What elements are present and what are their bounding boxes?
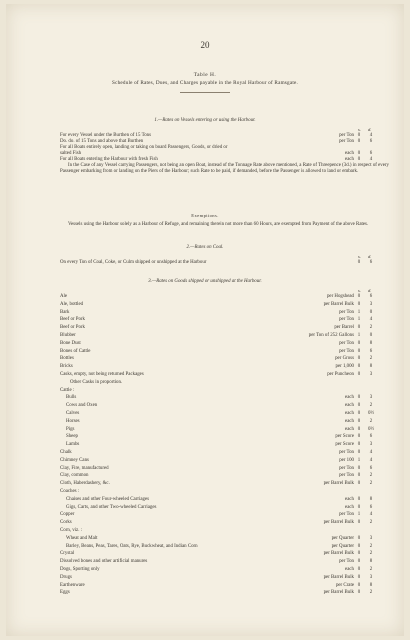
- row-shillings: 0: [357, 496, 361, 502]
- row-shillings: 0: [357, 567, 361, 572]
- section1-d-header: d.: [368, 127, 372, 132]
- row-label: For every Vessel under the Burthen of 15 Tons: [60, 133, 152, 138]
- row-unit: per Ton: [339, 465, 354, 471]
- row-shillings: 0: [357, 418, 361, 424]
- goods-row: [60, 380, 390, 386]
- goods-row: [60, 419, 390, 425]
- row-shillings: 1: [357, 457, 361, 463]
- goods-row: [60, 333, 390, 339]
- row-pence: 4: [369, 317, 373, 323]
- row-label: Corn, viz. :: [60, 528, 83, 533]
- goods-row: [60, 395, 390, 401]
- goods-row: [60, 567, 390, 573]
- row-unit: per Ton: [339, 348, 354, 354]
- row-unit: each: [345, 411, 354, 416]
- row-shillings: 0: [357, 133, 361, 138]
- row-shillings: 0: [357, 551, 361, 557]
- row-label: Wheat and Malt: [66, 535, 98, 541]
- goods-row: [60, 388, 390, 394]
- row-label: Bark: [60, 309, 70, 315]
- row-pence: 3: [369, 372, 373, 377]
- row-unit: per Ton: [339, 309, 354, 315]
- row-unit: each: [345, 504, 354, 510]
- row-shillings: 0: [357, 426, 361, 432]
- row-label: Bottles: [60, 356, 74, 362]
- row-pence: 2: [369, 543, 373, 549]
- row-unit: per Barrel Bulk: [323, 574, 354, 580]
- table-label: Table H.: [193, 72, 217, 78]
- row-unit: per Ton of 252 Gallons: [308, 333, 354, 338]
- goods-row: [60, 512, 390, 518]
- row-pence: 2: [369, 356, 373, 362]
- row-pence: 3: [369, 395, 373, 401]
- goods-row: [60, 466, 390, 472]
- goods-row: [60, 341, 390, 347]
- row-shillings: 0: [357, 260, 361, 265]
- row-shillings: 0: [357, 535, 361, 541]
- row-shillings: 0: [357, 157, 361, 162]
- row-label: Casks, empty, not being returned Packages: [60, 372, 144, 377]
- row-label: Chalk: [60, 450, 72, 455]
- row-shillings: 0: [357, 465, 361, 471]
- row-pence: 3: [369, 574, 373, 580]
- row-unit: per Puncheon: [327, 372, 354, 377]
- goods-row: [60, 497, 390, 503]
- row-pence: 2: [369, 418, 373, 424]
- row-unit: per Barrel Bulk: [323, 481, 354, 487]
- row-pence: 6: [369, 294, 373, 299]
- row-label: Corks: [60, 520, 72, 526]
- goods-row: [60, 583, 390, 589]
- section2-s-header: s.: [358, 254, 361, 259]
- row-label: Cows and Oxen: [66, 403, 98, 409]
- goods-row: [60, 520, 390, 526]
- goods-row: [60, 551, 390, 557]
- row-label: Bulls: [66, 395, 77, 401]
- row-label: Drugs: [60, 574, 72, 580]
- row-label: Horses: [66, 418, 80, 424]
- row-shillings: 0: [357, 434, 361, 440]
- row-unit: per Crate: [335, 582, 354, 588]
- row-label: salted Fish: [60, 151, 82, 156]
- row-unit: each: [345, 567, 354, 572]
- passenger-paragraph: In the Case of any Vessel carrying Passengers, not being an open Boat, instead of the Tonnage Rate above mentioned, a Rate of Threepence (3d.) in respect of every Passenger embarking from or landing on the Piers of the Harbour; such Rate to be paid, if demanded, before the Passenger is allowed to land or embark.: [60, 163, 389, 174]
- row-pence: 4: [369, 157, 373, 162]
- goods-row: [60, 473, 390, 479]
- row-shillings: 0: [357, 543, 361, 549]
- row-label: Sheep: [66, 434, 78, 440]
- row-pence: 6: [369, 434, 373, 440]
- row-unit: each: [345, 403, 354, 409]
- goods-row: [60, 458, 390, 464]
- row-unit: per Ton: [339, 340, 354, 346]
- row-label: Eggs: [60, 590, 70, 596]
- row-shillings: 0: [357, 356, 361, 362]
- exemptions-text: Vessels using the Harbour solely as a Harbour of Refuge, and remaining therein not more than 60 Hours, are exempted from Payment of the above Rates.: [68, 222, 369, 227]
- row-pence: 0½: [367, 426, 375, 432]
- row-shillings: 0: [357, 559, 361, 565]
- row-shillings: 0: [357, 403, 361, 409]
- row-unit: per Barrel Bulk: [323, 551, 354, 557]
- row-pence: 2: [369, 567, 373, 572]
- goods-row: [60, 489, 390, 495]
- row-unit: per Quarter: [331, 543, 354, 549]
- row-shillings: 0: [357, 590, 361, 596]
- row-shillings: 0: [357, 473, 361, 479]
- row-pence: 4: [369, 450, 373, 455]
- row-pence: 6: [369, 348, 373, 354]
- row-shillings: 0: [357, 301, 361, 307]
- goods-row: [60, 505, 390, 511]
- row-label: Beef or Pork: [60, 325, 85, 331]
- row-unit: per Ton: [339, 133, 354, 138]
- row-unit: per Ton: [339, 317, 354, 323]
- row-shillings: 1: [357, 309, 361, 315]
- row-shillings: 0: [357, 450, 361, 455]
- goods-row: [60, 411, 390, 417]
- section1-s-header: s.: [358, 127, 361, 132]
- row-shillings: 0: [357, 364, 361, 370]
- page-number: 20: [200, 40, 210, 50]
- row-shillings: 0: [357, 139, 361, 144]
- row-unit: each: [345, 157, 354, 162]
- row-label: Dissolved bones and other artificial manures: [60, 559, 148, 565]
- row-pence: 3: [369, 301, 373, 307]
- row-shillings: 0: [357, 395, 361, 401]
- row-pence: 2: [369, 520, 373, 526]
- row-label: Other Casks in proportion.: [70, 379, 123, 385]
- row-label: Coaches :: [60, 489, 80, 494]
- row-unit: per Hogshead: [326, 294, 354, 299]
- row-pence: 0: [369, 309, 373, 315]
- exemptions-heading: Exemptions.: [191, 213, 219, 218]
- goods-row: [60, 442, 390, 448]
- row-unit: per 100: [339, 457, 354, 463]
- rate-row: [60, 260, 390, 266]
- row-label: Lambs: [66, 442, 80, 448]
- row-shillings: 0: [357, 340, 361, 346]
- goods-row: [60, 302, 390, 308]
- row-label: Cloth, Haberdashery, &c.: [60, 481, 110, 487]
- row-pence: 2: [369, 551, 373, 557]
- row-pence: 2: [369, 473, 373, 479]
- goods-row: [60, 559, 390, 565]
- row-unit: each: [345, 418, 354, 424]
- row-unit: each: [345, 496, 354, 502]
- goods-row: [60, 372, 390, 378]
- table-title: Schedule of Rates, Dues, and Charges payable in the Royal Harbour of Ramsgate.: [112, 80, 298, 86]
- row-shillings: 0: [357, 504, 361, 510]
- row-shillings: 0: [357, 411, 361, 416]
- goods-row: [60, 434, 390, 440]
- row-shillings: 1: [357, 317, 361, 323]
- goods-row: [60, 310, 390, 316]
- goods-row: [60, 427, 390, 433]
- row-unit: per Barrel Bulk: [323, 520, 354, 526]
- row-pence: 8: [369, 559, 373, 565]
- row-shillings: 0: [357, 582, 361, 588]
- section2-d-header: d.: [368, 254, 372, 259]
- row-unit: each: [345, 395, 354, 401]
- row-unit: per Barrel Bulk: [323, 590, 354, 596]
- goods-row: [60, 403, 390, 409]
- row-label: Calves: [66, 411, 80, 416]
- row-unit: per Ton: [339, 473, 354, 479]
- row-label: Cattle :: [60, 387, 75, 393]
- row-pence: 8: [369, 340, 373, 346]
- row-label: Crystal: [60, 551, 75, 557]
- row-unit: each: [345, 151, 354, 156]
- row-label: Bricks: [60, 364, 73, 370]
- goods-row: [60, 544, 390, 550]
- row-label: Pigs: [66, 426, 75, 432]
- row-pence: 4: [369, 133, 373, 138]
- section3-s-header: s.: [358, 288, 361, 293]
- row-shillings: 0: [357, 151, 361, 156]
- row-shillings: 0: [357, 325, 361, 331]
- row-pence: 2: [369, 481, 373, 487]
- goods-row: [60, 481, 390, 487]
- goods-row: [60, 294, 390, 300]
- row-shillings: 0: [357, 294, 361, 299]
- goods-row: [60, 536, 390, 542]
- goods-row: [60, 590, 390, 596]
- row-label: Ale, bottled: [60, 301, 84, 307]
- row-shillings: 0: [357, 481, 361, 487]
- goods-row: [60, 528, 390, 534]
- row-unit: per 1,000: [335, 364, 354, 370]
- row-label: Copper: [60, 512, 75, 518]
- row-unit: per Ton: [339, 139, 354, 144]
- row-unit: per Ton: [339, 450, 354, 455]
- row-pence: 8: [369, 582, 373, 588]
- row-unit: per Barrel Bulk: [323, 301, 354, 307]
- goods-row: [60, 356, 390, 362]
- row-label: Clay, Fire, manufactured: [60, 465, 109, 471]
- section2-heading: 2.—Rates on Coal.: [186, 245, 224, 250]
- row-shillings: 0: [357, 372, 361, 377]
- row-label: Barley, Beans, Peas, Tares, Oats, Rye, Buckwheat, and Indian Corn: [66, 543, 198, 549]
- row-unit: per Ton: [339, 512, 354, 518]
- section1-heading: 1.—Rates on Vessels entering or using the Harbour.: [154, 118, 256, 123]
- goods-row: [60, 325, 390, 331]
- row-pence: 4: [369, 457, 373, 463]
- row-pence: 2: [369, 403, 373, 409]
- row-unit: per Gross: [335, 356, 354, 362]
- row-unit: per Score: [335, 434, 354, 440]
- goods-row: [60, 364, 390, 370]
- row-label: Do. do. of 15 Tons and above that Burthen: [60, 139, 144, 144]
- goods-row: [60, 450, 390, 456]
- row-pence: 3: [369, 442, 373, 448]
- row-pence: 4: [369, 512, 373, 518]
- row-pence: 0: [369, 333, 373, 338]
- row-label: Gigs, Carts, and other Two-wheeled Carriages: [66, 504, 157, 510]
- row-label: For all Boats entirely open, landing or taking on board Passengers, Goods, or dried or: [60, 145, 228, 150]
- row-pence: 6: [369, 260, 373, 265]
- title-rule: [180, 92, 230, 93]
- row-pence: 6: [369, 465, 373, 471]
- row-label: Beef or Pork: [60, 317, 85, 323]
- goods-row: [60, 317, 390, 323]
- row-label: Blubber: [60, 333, 76, 338]
- row-shillings: 0: [357, 348, 361, 354]
- row-shillings: 1: [357, 512, 361, 518]
- row-unit: per Barrel: [334, 325, 354, 331]
- row-label: Earthenware: [60, 582, 85, 588]
- row-label: Bone Dust: [60, 340, 81, 346]
- row-pence: 8: [369, 364, 373, 370]
- row-label: Chimney Cans: [60, 457, 89, 463]
- row-unit: each: [345, 426, 354, 432]
- row-pence: 6: [369, 139, 373, 144]
- row-unit: per Score: [335, 442, 354, 448]
- row-label: For all Boats entering the Harbour with fresh Fish: [60, 157, 158, 162]
- row-label: Ale: [60, 294, 68, 299]
- row-pence: 8: [369, 496, 373, 502]
- section3-heading: 3.—Rates on Goods shipped or unshipped at the Harbour.: [148, 279, 262, 284]
- row-pence: 2: [369, 590, 373, 596]
- row-label: Bones of Cattle: [60, 348, 91, 354]
- row-unit: per Ton: [339, 559, 354, 565]
- section3-d-header: d.: [368, 288, 372, 293]
- row-shillings: 1: [357, 333, 361, 338]
- row-shillings: 0: [357, 442, 361, 448]
- row-pence: 6: [369, 504, 373, 510]
- row-label: Dogs, Sporting only: [60, 567, 100, 572]
- row-pence: 3: [369, 535, 373, 541]
- row-pence: 6: [369, 151, 373, 156]
- row-shillings: 0: [357, 520, 361, 526]
- row-pence: 0½: [367, 411, 375, 416]
- row-pence: 2: [369, 325, 373, 331]
- goods-row: [60, 575, 390, 581]
- row-unit: per Quarter: [331, 535, 354, 541]
- row-label: On every Ton of Coal, Coke, or Culm shipped or unshipped at the Harbour: [60, 260, 207, 265]
- row-label: Chaises and other Four-wheeled Carriages: [66, 496, 150, 502]
- goods-row: [60, 349, 390, 355]
- row-shillings: 0: [357, 574, 361, 580]
- row-label: Clay, common: [60, 473, 89, 479]
